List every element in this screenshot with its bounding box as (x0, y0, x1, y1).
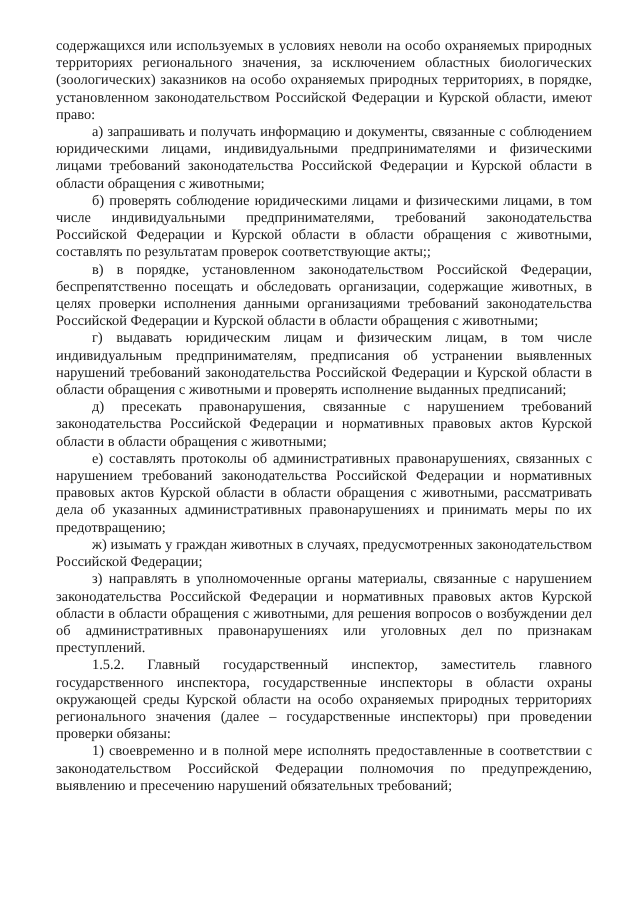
paragraph-item-a: а) запрашивать и получать информацию и документы, связанные с соблюдением юридическими лицами, индивидуальными предпринимателями и физическими лицами требований законодательства Российской Федерации и Курской области в области обращения с животными; (56, 124, 592, 192)
paragraph-section-1-5-2: 1.5.2. Главный государственный инспектор, заместитель главного государственного инспектора, государственные инспекторы в области охраны окружающей среды Курской области на особо охраняемых природных территориях регионального значения (далее – государственные инспекторы) при проведении проверки обязаны: (56, 657, 592, 743)
paragraph-item-z: з) направлять в уполномоченные органы материалы, связанные с нарушением законодательства Российской Федерации и нормативных правовых актов Курской области в области обращения с животными, для решения вопросов о возбуждении дел об административных правонарушениях или уголовных дел по признакам преступлений. (56, 571, 592, 657)
paragraph-item-g: г) выдавать юридическим лицам и физическим лицам, в том числе индивидуальным предпринимателям, предписания об устранении выявленных нарушений требований законодательства Российской Федерации и Курской области в области обращения с животными и проверять исполнение выданных предписаний; (56, 330, 592, 399)
paragraph-intro-continuation: содержащихся или используемых в условиях неволи на особо охраняемых природных территориях регионального значения, за исключением областных биологических (зоологических) заказников на особо охраняемых природных территориях, в порядке, установленном законодательством Российской Федерации и Курской области, имеют право: (56, 38, 592, 123)
paragraph-item-b: б) проверять соблюдение юридическими лицами и физическими лицами, в том числе индивидуальными предпринимателями, требований законодательства Российской Федерации и Курской области в области обращения с животными, составлять по результатам проверок соответствующие акты;; (56, 192, 592, 261)
paragraph-item-e: е) составлять протоколы об административных правонарушениях, связанных с нарушением требований законодательства Российской Федерации и нормативных правовых актов Курской области в области обращения с животными, рассматривать дела об указанных административных правонарушениях и принимать меры по их предотвращению; (56, 450, 592, 536)
document-page (56, 38, 592, 795)
paragraph-item-1: 1) своевременно и в полной мере исполнять предоставленные в соответствии с законодательством Российской Федерации полномочия по предупреждению, выявлению и пресечению нарушений обязательных требований; (56, 743, 592, 794)
paragraph-item-v: в) в порядке, установленном законодательством Российской Федерации, беспрепятственно посещать и обследовать организации, содержащие животных, в целях проверки исполнения данными организациями требований законодательства Российской Федерации и Курской области в области обращения с животными; (56, 261, 592, 330)
paragraph-item-d: д) пресекать правонарушения, связанные с нарушением требований законодательства Российской Федерации и нормативных правовых актов Курской области в области обращения с животными; (56, 399, 592, 450)
paragraph-item-zh: ж) изымать у граждан животных в случаях, предусмотренных законодательством Российской Федерации; (56, 536, 592, 571)
